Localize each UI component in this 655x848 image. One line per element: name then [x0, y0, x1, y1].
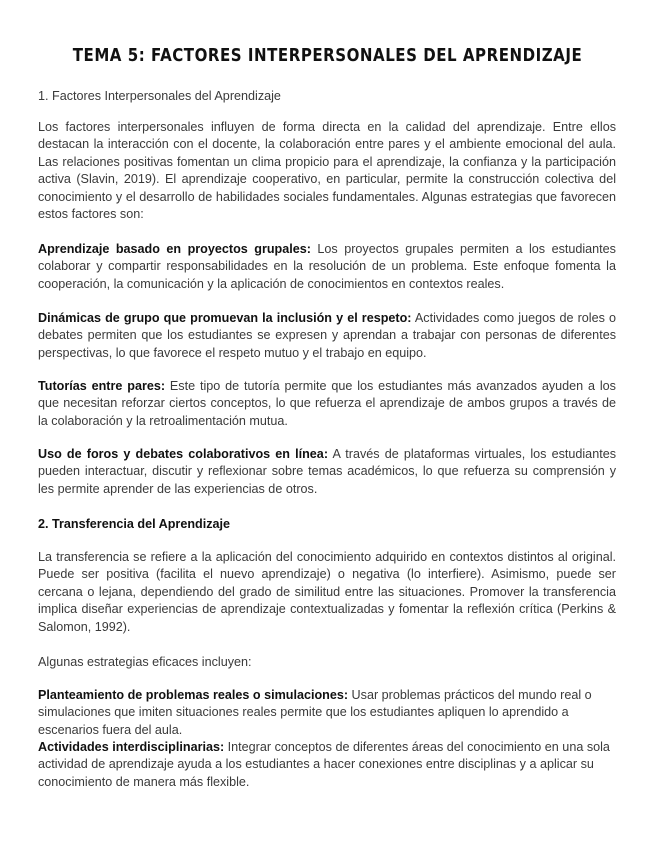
strategies-intro: Algunas estrategias eficaces incluyen:	[38, 655, 252, 669]
strategy-text: Integrar conceptos de diferentes áreas del conocimiento en una sola actividad de aprendizaje ayuda a los estudiantes a hacer conexiones entre disciplinas y a aplicar su conocimiento de manera más flexible.	[38, 740, 610, 789]
section-2-intro: La transferencia se refiere a la aplicación del conocimiento adquirido en contextos distintos al original. Puede ser positiva (facilita el nuevo aprendizaje) o negativa (lo interfiere). Asimismo, puede ser cercana o lejana, dependiendo del grado de similitud entre las situaciones. Promover la transferencia implica diseñar experiencias de aprendizaje contextualizadas y fomentar la reflexión crítica (Perkins & Salomon, 1992).	[38, 550, 616, 634]
strategy-text: Los proyectos grupales permiten a los estudiantes colaborar y compartir responsabilidades en la resolución de un problema. Este enfoque fomenta la cooperación, la comunicación y la aplicación de conocimientos en contextos reales.	[38, 242, 616, 291]
section-1-heading: 1. Factores Interpersonales del Aprendizaje	[38, 89, 281, 103]
page-title: TEMA 5: FACTORES INTERPERSONALES DEL APRENDIZAJE	[72, 46, 583, 66]
strategy-text: A través de plataformas virtuales, los estudiantes pueden interactuar, discutir y reflexionar sobre temas académicos, lo que refuerza su comprensión y les permite aprender de las experiencias de otros.	[38, 447, 616, 496]
section-2-heading: 2. Transferencia del Aprendizaje	[38, 517, 231, 531]
strategy-paragraph	[38, 241, 616, 293]
strategy-label: Actividades interdisciplinarias:	[38, 740, 225, 754]
strategy-paragraph	[38, 446, 616, 498]
strategy-label: Dinámicas de grupo que promuevan la inclusión y el respeto:	[38, 311, 412, 325]
strategy-paragraph	[38, 378, 616, 430]
strategy-text: Este tipo de tutoría permite que los estudiantes más avanzados ayuden a los que necesitan reforzar ciertos conceptos, lo que refuerza el aprendizaje de ambos grupos a través de la colaboración y la retroalimentación mutua.	[38, 379, 616, 428]
section-1-intro: Los factores interpersonales influyen de forma directa en la calidad del aprendizaje. Entre ellos destacan la interacción con el docente, la colaboración entre pares y el ambiente emocional del aula. Las relaciones positivas fomentan un clima propicio para el aprendizaje, la confianza y la participación activa (Slavin, 2019). El aprendizaje cooperativo, en particular, permite la construcción colectiva del conocimiento y el desarrollo de habilidades sociales fundamentales. Algunas estrategias que favorecen estos factores son:	[38, 120, 616, 222]
strategy-paragraph	[38, 687, 616, 739]
strategy-paragraph	[38, 739, 616, 791]
strategy-paragraph	[38, 310, 616, 362]
strategy-label: Planteamiento de problemas reales o simulaciones:	[38, 688, 349, 702]
strategy-label: Tutorías entre pares:	[38, 379, 166, 393]
strategy-text: Usar problemas prácticos del mundo real o simulaciones que imiten situaciones reales permite que los estudiantes apliquen lo aprendido a escenarios fuera del aula.	[38, 688, 592, 737]
strategy-text: Actividades como juegos de roles o debates permiten que los estudiantes se expresen y aprendan a trabajar con personas de diferentes perspectivas, lo que favorece el respeto mutuo y el trabajo en equipo.	[38, 311, 616, 360]
strategy-label: Aprendizaje basado en proyectos grupales:	[38, 242, 311, 256]
strategy-label: Uso de foros y debates colaborativos en línea:	[38, 447, 329, 461]
